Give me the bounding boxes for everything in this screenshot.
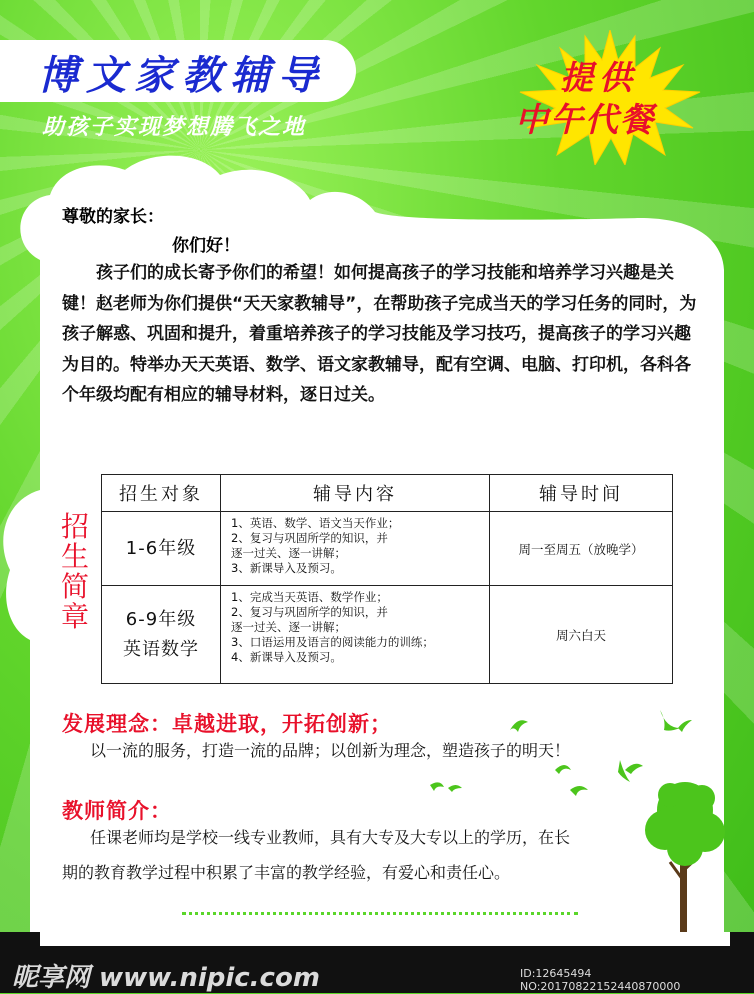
time-cell: 周六白天	[490, 586, 673, 684]
teachers-heading: 教师简介：	[62, 799, 172, 823]
letter-body: 孩子们的成长寄予你们的希望！如何提高孩子的学习技能和培养学习兴趣是关键！赵老师为你们提供“天天家教辅导”，在帮助孩子完成当天的学习任务的同时，为孩子解惑、巩固和提升，着重培养孩子的学习技能及学习技巧，提高孩子的学习兴趣为目的。特举办天天英语、数学、语文家教辅导，配有空调、电脑、打印机，各科各个年级均配有相应的辅导材料，逐日过关。	[62, 263, 697, 405]
grade-text: 英语数学	[123, 638, 199, 660]
grade-text: 1-6年级	[125, 537, 197, 559]
table-row	[102, 586, 673, 684]
header-cell: 辅导时间	[490, 475, 673, 512]
side-char: 招	[60, 510, 89, 543]
content-item: 4、新课导入及预习。	[231, 650, 342, 664]
dotted-divider	[182, 912, 578, 915]
enrollment-side-label	[55, 512, 95, 632]
time-cell: 周一至周五（放晚学）	[490, 512, 673, 586]
philosophy-text: 以一流的服务，打造一流的品牌；以创新为理念，塑造孩子的明天！	[90, 741, 571, 760]
side-char: 简	[60, 570, 89, 603]
grade-cell	[102, 586, 221, 684]
letter-greeting: 你们好！	[172, 236, 240, 256]
watermark-right: ID:12645494 NO:20170822152440870000	[520, 967, 681, 993]
badge-line-1: 提供	[560, 58, 638, 97]
content-cell	[221, 512, 490, 586]
teachers-line-1: 任课老师均是学校一线专业教师，具有大专及大专以上的学历，在长	[90, 828, 571, 847]
content-item: 逐一过关、逐一讲解；	[231, 546, 346, 560]
watermark-left: 昵享网 www.nipic.com	[12, 963, 320, 993]
side-char: 生	[60, 540, 89, 573]
content-item: 3、新课导入及预习。	[231, 561, 342, 575]
philosophy-heading: 发展理念：卓越进取，开拓创新；	[62, 712, 392, 736]
content-item: 2、复习与巩固所学的知识，并	[231, 605, 388, 619]
teachers-line-2: 期的教育教学过程中积累了丰富的教学经验，有爱心和责任心。	[62, 863, 511, 882]
grade-text: 6-9年级	[125, 608, 197, 630]
header-cell: 辅导内容	[221, 475, 490, 512]
content-item: 2、复习与巩固所学的知识，并	[231, 531, 388, 545]
badge-line-2: 中午代餐	[515, 100, 655, 139]
bottom-bar-strip	[40, 932, 730, 946]
content-item: 1、英语、数学、语文当天作业；	[231, 516, 400, 530]
page-subtitle: 助孩子实现梦想腾飞之地	[42, 115, 307, 140]
content-item: 1、完成当天英语、数学作业；	[231, 590, 388, 604]
table-row	[102, 512, 673, 586]
content-item: 逐一过关、逐一讲解；	[231, 620, 346, 634]
content-item: 3、口语运用及语言的阅读能力的训练；	[231, 635, 434, 649]
content-cell	[221, 586, 490, 684]
side-char: 章	[60, 600, 89, 633]
table-header-row	[102, 475, 673, 512]
tree-icon	[640, 770, 730, 935]
page-title: 博文家教辅导	[38, 52, 326, 99]
enrollment-table	[101, 474, 673, 684]
letter-salutation: 尊敬的家长：	[62, 207, 164, 227]
grade-cell	[102, 512, 221, 586]
header-cell: 招生对象	[102, 475, 221, 512]
